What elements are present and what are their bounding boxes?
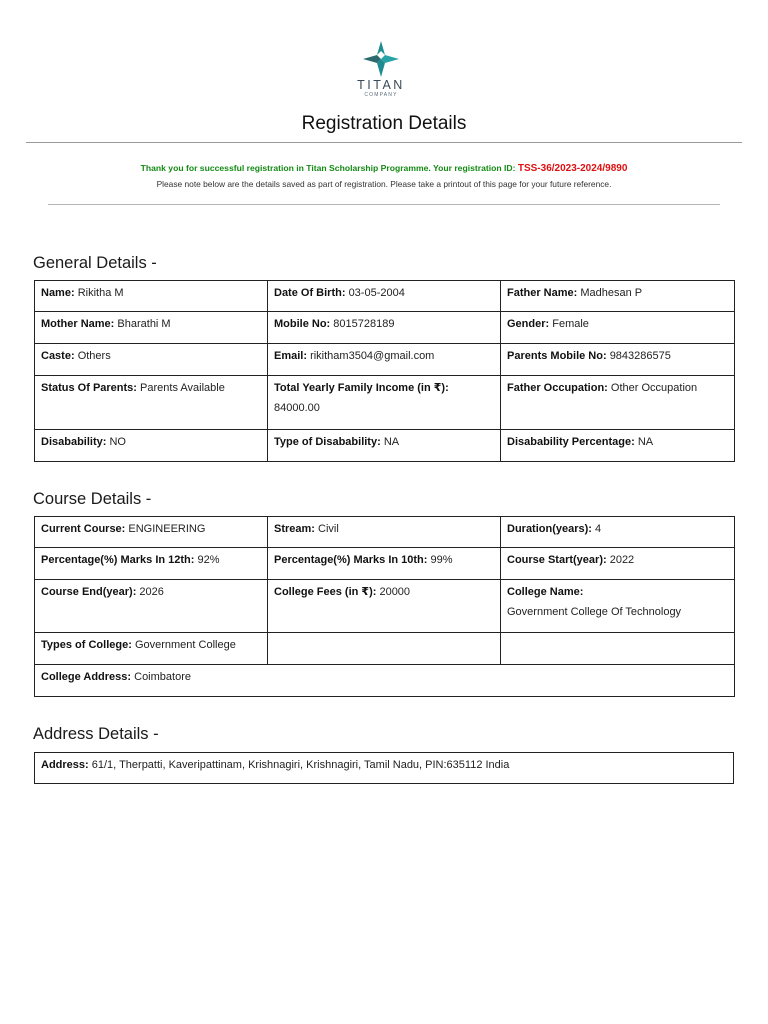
field-value: Female xyxy=(552,318,589,330)
table-row xyxy=(35,281,735,312)
field-value: Civil xyxy=(318,523,339,535)
field-label: Disabability Percentage: xyxy=(507,436,635,448)
caste-cell xyxy=(35,344,268,376)
divider xyxy=(26,142,742,143)
course-end-cell xyxy=(35,580,268,633)
field-value: 2022 xyxy=(609,554,635,566)
table-row xyxy=(35,665,735,697)
empty-cell xyxy=(268,633,501,665)
field-label: Stream: xyxy=(274,523,315,535)
marks-10th-cell xyxy=(268,548,501,580)
field-value: 99% xyxy=(430,554,453,566)
address-details-title: Address Details - xyxy=(33,725,159,743)
field-value: 61/1, Therpatti, Kaveripattinam, Krishnagiri, Krishnagiri, Tamil Nadu, PIN:635112 India xyxy=(91,759,510,771)
table-row xyxy=(35,312,735,344)
field-value: Government College xyxy=(134,639,236,651)
parents-mobile-cell xyxy=(501,344,735,376)
email-cell xyxy=(268,344,501,376)
marks-12th-cell xyxy=(35,548,268,580)
field-label: College Fees (in ₹): xyxy=(274,586,377,598)
field-label: Caste: xyxy=(41,350,75,362)
field-value: Parents Available xyxy=(140,382,225,394)
field-label: Percentage(%) Marks In 10th: xyxy=(274,554,428,566)
gender-cell xyxy=(501,312,735,344)
field-value: Government College Of Technology xyxy=(507,606,682,618)
field-value: Other Occupation xyxy=(610,382,698,394)
field-value: 8015728189 xyxy=(333,318,395,330)
table-row xyxy=(35,633,735,665)
family-income-cell xyxy=(268,376,501,430)
parent-status-cell xyxy=(35,376,268,430)
mother-name-cell xyxy=(35,312,268,344)
course-details-table xyxy=(34,516,735,697)
field-label: Mobile No: xyxy=(274,318,331,330)
general-details-table xyxy=(34,280,735,462)
field-label: College Name: xyxy=(507,586,584,598)
field-value: 84000.00 xyxy=(274,402,320,414)
table-row xyxy=(35,430,735,462)
field-value: 4 xyxy=(595,523,602,535)
field-label: Name: xyxy=(41,287,75,299)
field-value: 9843286575 xyxy=(609,350,671,362)
thanks-message xyxy=(0,163,768,174)
disability-cell xyxy=(35,430,268,462)
field-label: Percentage(%) Marks In 12th: xyxy=(41,554,195,566)
field-label: Disabability: xyxy=(41,436,107,448)
logo-brand: TITAN xyxy=(357,78,405,92)
stream-cell xyxy=(268,517,501,548)
field-value: 03-05-2004 xyxy=(348,287,405,299)
dob-cell xyxy=(268,281,501,312)
field-value: NO xyxy=(109,436,126,448)
registration-id: TSS-36/2023-2024/9890 xyxy=(517,163,628,174)
titan-logo xyxy=(345,40,417,102)
field-value: 20000 xyxy=(379,586,411,598)
general-details-title: General Details - xyxy=(33,254,157,272)
field-label: Types of College: xyxy=(41,639,132,651)
disability-type-cell xyxy=(268,430,501,462)
field-label: Email: xyxy=(274,350,308,362)
field-value: 2026 xyxy=(139,586,164,598)
field-label: Course Start(year): xyxy=(507,554,607,566)
table-row xyxy=(35,376,735,430)
field-value: NA xyxy=(637,436,654,448)
field-value: Rikitha M xyxy=(77,287,124,299)
college-name-cell xyxy=(501,580,735,633)
titan-star-icon xyxy=(362,40,400,78)
field-label: Course End(year): xyxy=(41,586,137,598)
table-row xyxy=(35,344,735,376)
address-details-table xyxy=(34,752,734,784)
course-start-cell xyxy=(501,548,735,580)
field-label: Date Of Birth: xyxy=(274,287,346,299)
field-value: Coimbatore xyxy=(134,671,191,683)
field-label: Father Name: xyxy=(507,287,578,299)
field-label: Gender: xyxy=(507,318,550,330)
college-fees-cell xyxy=(268,580,501,633)
course-details-title: Course Details - xyxy=(33,490,152,508)
field-value: 92% xyxy=(197,554,220,566)
field-label: Duration(years): xyxy=(507,523,592,535)
divider xyxy=(48,204,720,205)
page-title: Registration Details xyxy=(301,113,467,134)
field-label: Current Course: xyxy=(41,523,126,535)
table-row xyxy=(35,753,734,784)
table-row xyxy=(35,548,735,580)
field-label: Address: xyxy=(41,759,89,771)
address-cell xyxy=(35,753,734,784)
field-label: Total Yearly Family Income (in ₹): xyxy=(274,382,449,394)
duration-cell xyxy=(501,517,735,548)
mobile-cell xyxy=(268,312,501,344)
field-value: ENGINEERING xyxy=(128,523,206,535)
field-label: Status Of Parents: xyxy=(41,382,137,394)
college-type-cell xyxy=(35,633,268,665)
field-value: Bharathi M xyxy=(117,318,171,330)
field-label: Mother Name: xyxy=(41,318,115,330)
college-address-cell xyxy=(35,665,735,697)
field-value: Madhesan P xyxy=(580,287,643,299)
field-value: NA xyxy=(383,436,400,448)
empty-cell xyxy=(501,633,735,665)
disability-percentage-cell xyxy=(501,430,735,462)
thanks-text: Thank you for successful registration in Titan Scholarship Programme. Your registration ID: xyxy=(140,163,516,173)
field-value: rikitham3504@gmail.com xyxy=(310,350,435,362)
field-label: Parents Mobile No: xyxy=(507,350,607,362)
name-cell xyxy=(35,281,268,312)
father-occupation-cell xyxy=(501,376,735,430)
current-course-cell xyxy=(35,517,268,548)
field-value: Others xyxy=(77,350,111,362)
logo-sub: COMPANY xyxy=(364,92,398,98)
printout-note: Please note below are the details saved as part of registration. Please take a printout of this page for your future reference. xyxy=(156,179,612,189)
field-label: College Address: xyxy=(41,671,132,683)
table-row xyxy=(35,517,735,548)
field-label: Father Occupation: xyxy=(507,382,608,394)
field-label: Type of Disabability: xyxy=(274,436,381,448)
table-row xyxy=(35,580,735,633)
father-name-cell xyxy=(501,281,735,312)
